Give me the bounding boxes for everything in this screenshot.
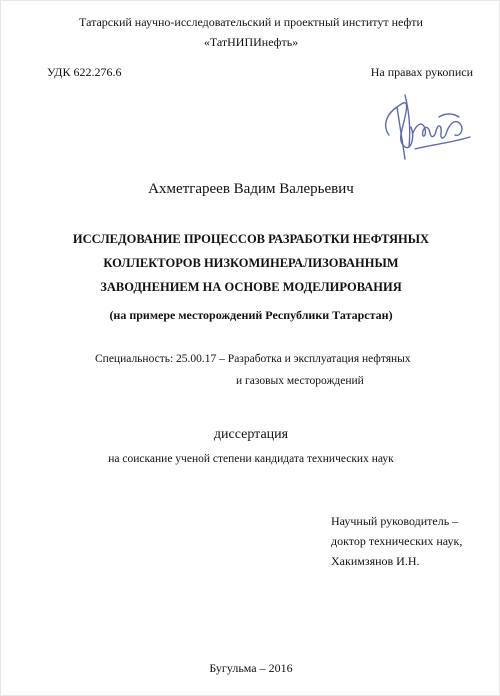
place-year: Бугульма – 2016 xyxy=(209,661,293,675)
supervisor-name: Хакимзянов И.Н. xyxy=(331,554,420,568)
title-line-2: КОЛЛЕКТОРОВ НИЗКОМИНЕРАЛИЗОВАННЫМ xyxy=(103,256,399,270)
degree-line: на соискание ученой степени кандидата технических наук xyxy=(108,453,394,465)
dissertation-title xyxy=(1,227,500,299)
author-name: Ахметгареев Вадим Валерьевич xyxy=(148,181,354,197)
dissertation-subtitle: (на примере месторождений Республики Татарстан) xyxy=(109,308,393,322)
supervisor-degree: доктор технических наук, xyxy=(331,534,463,548)
organization-line1: Татарский научно-исследовательский и проектный институт нефти xyxy=(79,15,423,29)
supervisor-block xyxy=(331,511,462,571)
supervisor-role: Научный руководитель – xyxy=(331,514,459,528)
rights-notice: На правах рукописи xyxy=(370,65,473,79)
organization-line2: «ТатНИПИнефть» xyxy=(203,35,299,49)
specialty-line1: Специальность: 25.00.17 – Разработка и эксплуатация нефтяных xyxy=(95,353,411,365)
specialty-line2: и газовых месторождений xyxy=(236,375,364,387)
handwritten-signature xyxy=(375,87,475,163)
udk-code: УДК 622.276.6 xyxy=(47,65,122,79)
title-line-1: ИССЛЕДОВАНИЕ ПРОЦЕССОВ РАЗРАБОТКИ НЕФТЯНЫХ xyxy=(72,232,430,246)
title-line-3: ЗАВОДНЕНИЕМ НА ОСНОВЕ МОДЕЛИРОВАНИЯ xyxy=(100,280,402,294)
work-kind: диссертация xyxy=(213,427,289,442)
